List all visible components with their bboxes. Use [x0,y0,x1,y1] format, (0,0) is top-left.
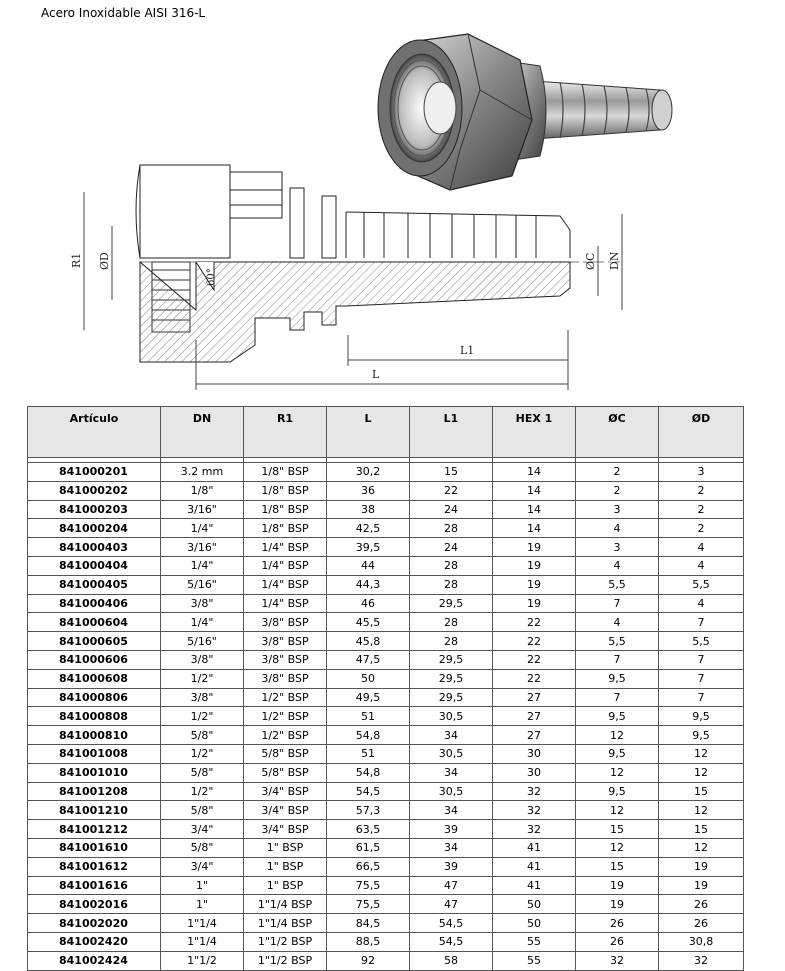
table-cell: 4 [576,613,659,632]
table-cell: 1" BSP [244,838,327,857]
table-row [28,538,744,557]
table-row [28,613,744,632]
table-cell: 29,5 [410,688,493,707]
table-cell: 12 [576,726,659,745]
table-cell: 28 [410,575,493,594]
table-row [28,726,744,745]
table-cell: 44,3 [327,575,410,594]
table-cell: 3/4" [161,820,244,839]
table-cell: 38 [327,500,410,519]
column-header: L [327,407,410,458]
table-cell: 75,5 [327,876,410,895]
table-cell: 32 [493,801,576,820]
table-cell: 1" BSP [244,857,327,876]
table-cell: 30 [493,744,576,763]
table-cell: 7 [659,613,744,632]
table-cell: 22 [493,632,576,651]
table-cell: 54,8 [327,726,410,745]
table-cell: 841002016 [28,895,161,914]
table-cell: 15 [659,782,744,801]
column-header: L1 [410,407,493,458]
table-body [28,458,744,971]
table-cell: 9,5 [576,669,659,688]
table-cell: 30,5 [410,744,493,763]
table-cell: 51 [327,744,410,763]
table-cell: 7 [576,688,659,707]
table-cell: 5/8" [161,763,244,782]
column-header: DN [161,407,244,458]
table-cell: 3/16" [161,538,244,557]
table-row [28,820,744,839]
table-row [28,801,744,820]
table-cell: 54,8 [327,763,410,782]
table-cell: 14 [493,500,576,519]
table-cell: 50 [493,914,576,933]
table-row [28,838,744,857]
table-cell: 841000202 [28,481,161,500]
table-cell: 841001208 [28,782,161,801]
table-cell: 841000810 [28,726,161,745]
table-cell: 19 [493,556,576,575]
table-cell: 1"1/4 BSP [244,914,327,933]
table-cell: 1/4" BSP [244,575,327,594]
table-row [28,876,744,895]
column-header: Artículo [28,407,161,458]
table-cell: 26 [576,932,659,951]
table-cell: 30,5 [410,782,493,801]
table-cell: 24 [410,500,493,519]
table-cell: 1/4" [161,556,244,575]
table-row [28,650,744,669]
table-row [28,895,744,914]
column-header: HEX 1 [493,407,576,458]
table-cell: 841000808 [28,707,161,726]
table-cell: 26 [659,914,744,933]
table-cell: 54,5 [327,782,410,801]
table-cell: 51 [327,707,410,726]
table-cell: 15 [659,820,744,839]
column-header: R1 [244,407,327,458]
table-cell: 7 [576,650,659,669]
table-cell: 9,5 [659,707,744,726]
table-cell: 2 [576,463,659,482]
table-cell: 1"1/4 [161,914,244,933]
table-cell: 32 [493,782,576,801]
table-cell: 3/8" BSP [244,632,327,651]
table-row [28,763,744,782]
table-cell: 841000605 [28,632,161,651]
table-cell: 28 [410,519,493,538]
table-cell: 3 [576,538,659,557]
table-cell: 7 [659,688,744,707]
table-cell: 30,5 [410,707,493,726]
table-cell: 30,8 [659,932,744,951]
table-cell: 1"1/2 BSP [244,951,327,970]
table-cell: 9,5 [576,744,659,763]
table-cell: 7 [659,669,744,688]
table-cell: 1/2" BSP [244,726,327,745]
table-cell: 63,5 [327,820,410,839]
table-cell: 2 [659,519,744,538]
table-cell: 3/8" BSP [244,669,327,688]
table-cell: 841001616 [28,876,161,895]
label-l1: L1 [460,344,475,357]
table-cell: 88,5 [327,932,410,951]
table-cell: 29,5 [410,650,493,669]
table-cell: 55 [493,951,576,970]
table-cell: 57,3 [327,801,410,820]
table-cell: 1/2" BSP [244,688,327,707]
table-cell: 1/2" BSP [244,707,327,726]
table-cell: 3/4" BSP [244,801,327,820]
label-od: ØD [98,252,111,270]
table-cell: 12 [659,763,744,782]
table-cell: 12 [576,838,659,857]
column-header: ØC [576,407,659,458]
fitting-drawing [0,0,785,400]
table-cell: 1"1/4 BSP [244,895,327,914]
table-cell: 841000405 [28,575,161,594]
table-cell: 2 [659,481,744,500]
label-oc: ØC [584,252,597,270]
table-cell: 19 [493,575,576,594]
table-row [28,932,744,951]
table-row [28,914,744,933]
table-cell: 1/4" BSP [244,556,327,575]
table-cell: 14 [493,481,576,500]
table-cell: 47 [410,876,493,895]
table-cell: 841000203 [28,500,161,519]
table-cell: 2 [576,481,659,500]
table-cell: 1"1/2 BSP [244,932,327,951]
fitting-section-drawing [84,165,622,390]
table-cell: 3/4" [161,857,244,876]
table-cell: 27 [493,726,576,745]
table-row [28,594,744,613]
table-cell: 1/8" BSP [244,519,327,538]
table-cell: 1" [161,876,244,895]
table-cell: 9,5 [576,782,659,801]
table-cell: 39,5 [327,538,410,557]
table-cell: 5/8" BSP [244,744,327,763]
table-cell: 47 [410,895,493,914]
table-row [28,500,744,519]
table-cell: 32 [659,951,744,970]
table-cell: 1/2" [161,782,244,801]
table-cell: 841000201 [28,463,161,482]
table-cell: 1/2" [161,669,244,688]
table-cell: 5/8" [161,801,244,820]
table-cell: 42,5 [327,519,410,538]
table-cell: 19 [493,594,576,613]
table-cell: 841001612 [28,857,161,876]
table-cell: 3/8" [161,650,244,669]
table-row [28,782,744,801]
table-cell: 45,8 [327,632,410,651]
table-row [28,632,744,651]
table-cell: 3 [659,463,744,482]
table-cell: 14 [493,463,576,482]
label-l: L [372,368,380,381]
table-cell: 34 [410,801,493,820]
table-cell: 92 [327,951,410,970]
table-cell: 19 [659,876,744,895]
table-cell: 34 [410,838,493,857]
table-cell: 29,5 [410,669,493,688]
table-cell: 1/2" [161,707,244,726]
table-cell: 12 [659,838,744,857]
table-cell: 34 [410,726,493,745]
table-cell: 7 [576,594,659,613]
table-cell: 54,5 [410,914,493,933]
table-cell: 45,5 [327,613,410,632]
table-cell: 4 [659,594,744,613]
table-cell: 1" BSP [244,876,327,895]
table-cell: 50 [493,895,576,914]
table-cell: 3 [576,500,659,519]
table-cell: 32 [576,951,659,970]
table-cell: 22 [410,481,493,500]
table-cell: 61,5 [327,838,410,857]
table-cell: 12 [576,763,659,782]
table-cell: 22 [493,613,576,632]
table-cell: 841000404 [28,556,161,575]
table-cell: 1/8" BSP [244,500,327,519]
table-cell: 841001008 [28,744,161,763]
table-cell: 15 [410,463,493,482]
table-cell: 3/4" BSP [244,820,327,839]
table-cell: 1/8" [161,481,244,500]
table-cell: 841000604 [28,613,161,632]
table-cell: 28 [410,632,493,651]
table-row [28,463,744,482]
column-header: ØD [659,407,744,458]
table-cell: 22 [493,650,576,669]
table-cell: 3/8" BSP [244,650,327,669]
table-cell: 3/16" [161,500,244,519]
table-cell: 58 [410,951,493,970]
table-cell: 841001610 [28,838,161,857]
table-row [28,575,744,594]
table-cell: 26 [576,914,659,933]
table-cell: 41 [493,857,576,876]
table-row [28,688,744,707]
table-cell: 1/2" [161,744,244,763]
table-cell: 19 [659,857,744,876]
table-cell: 12 [659,744,744,763]
label-dn: DN [608,251,621,270]
table-cell: 2 [659,500,744,519]
table-cell: 46 [327,594,410,613]
table-cell: 26 [659,895,744,914]
table-cell: 7 [659,650,744,669]
table-cell: 3/8" [161,688,244,707]
table-cell: 9,5 [659,726,744,745]
table-cell: 4 [659,556,744,575]
table-cell: 841000403 [28,538,161,557]
table-cell: 30,2 [327,463,410,482]
table-cell: 22 [493,669,576,688]
table-cell: 29,5 [410,594,493,613]
table-cell: 841002420 [28,932,161,951]
table-cell: 4 [576,556,659,575]
table-cell: 5,5 [576,575,659,594]
fitting-3d-render [378,34,672,190]
table-cell: 1"1/4 [161,932,244,951]
table-cell: 12 [576,801,659,820]
table-cell: 1"1/2 [161,951,244,970]
page-title: Acero Inoxidable AISI 316-L [41,6,206,20]
table-cell: 84,5 [327,914,410,933]
table-row [28,481,744,500]
table-cell: 841001212 [28,820,161,839]
table-cell: 50 [327,669,410,688]
table-cell: 1/4" BSP [244,594,327,613]
table-cell: 27 [493,688,576,707]
table-cell: 5/8" [161,726,244,745]
table-cell: 841001010 [28,763,161,782]
table-cell: 3/8" BSP [244,613,327,632]
table-cell: 4 [659,538,744,557]
table-cell: 30 [493,763,576,782]
table-cell: 5/8" BSP [244,763,327,782]
label-r1: R1 [70,252,83,268]
table-cell: 39 [410,857,493,876]
table-cell: 4 [576,519,659,538]
table-cell: 841001210 [28,801,161,820]
table-cell: 9,5 [576,707,659,726]
table-cell: 5/16" [161,575,244,594]
table-cell: 5/16" [161,632,244,651]
table-row [28,707,744,726]
table-cell: 44 [327,556,410,575]
table-row [28,669,744,688]
table-cell: 39 [410,820,493,839]
table-cell: 5,5 [659,575,744,594]
table-cell: 3.2 mm [161,463,244,482]
table-header-row [28,407,744,458]
table-row [28,951,744,970]
table-cell: 841000606 [28,650,161,669]
table-row [28,744,744,763]
table-cell: 12 [659,801,744,820]
table-cell: 841000204 [28,519,161,538]
table-cell: 47,5 [327,650,410,669]
table-cell: 41 [493,876,576,895]
table-cell: 15 [576,820,659,839]
table-cell: 1/4" [161,519,244,538]
table-cell: 1/8" BSP [244,463,327,482]
table-cell: 1/4" [161,613,244,632]
table-cell: 19 [576,895,659,914]
table-cell: 19 [576,876,659,895]
table-row [28,519,744,538]
table-cell: 1/8" BSP [244,481,327,500]
table-cell: 28 [410,613,493,632]
table-cell: 1/4" BSP [244,538,327,557]
label-angle: 60° [206,268,217,286]
table-cell: 3/4" BSP [244,782,327,801]
table-cell: 36 [327,481,410,500]
table-cell: 27 [493,707,576,726]
table-cell: 5/8" [161,838,244,857]
table-cell: 15 [576,857,659,876]
table-cell: 28 [410,556,493,575]
table-cell: 3/8" [161,594,244,613]
table-cell: 5,5 [576,632,659,651]
table-cell: 14 [493,519,576,538]
table-cell: 1" [161,895,244,914]
table-cell: 66,5 [327,857,410,876]
table-cell: 841002424 [28,951,161,970]
specs-table [27,406,744,971]
table-cell: 41 [493,838,576,857]
table-cell: 32 [493,820,576,839]
table-cell: 49,5 [327,688,410,707]
table-cell: 54,5 [410,932,493,951]
table-row [28,556,744,575]
table-cell: 75,5 [327,895,410,914]
table-cell: 841002020 [28,914,161,933]
table-cell: 34 [410,763,493,782]
table-cell: 5,5 [659,632,744,651]
table-cell: 19 [493,538,576,557]
table-cell: 24 [410,538,493,557]
table-cell: 841000608 [28,669,161,688]
table-cell: 841000406 [28,594,161,613]
table-row [28,857,744,876]
table-cell: 55 [493,932,576,951]
table-cell: 841000806 [28,688,161,707]
